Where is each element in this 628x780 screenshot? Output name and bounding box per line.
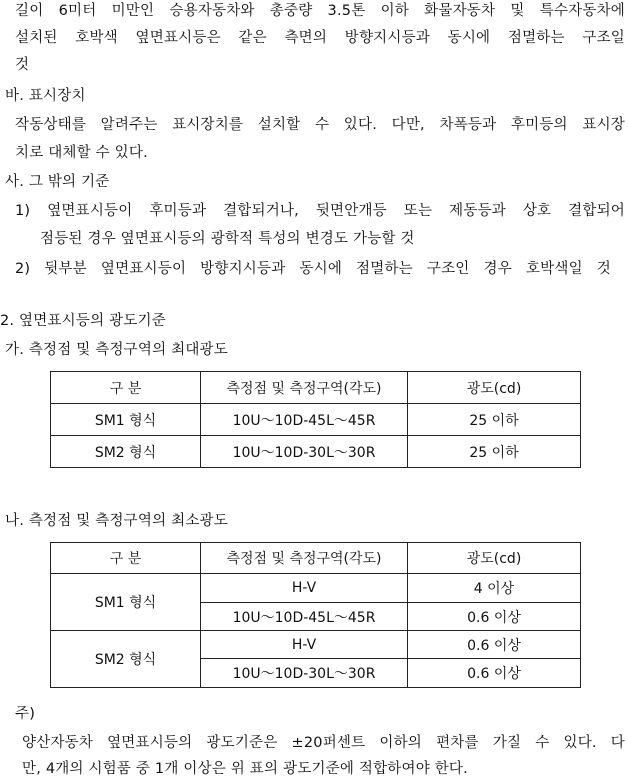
paragraph-line: 설치된 호박색 옆면표시등은 같은 측면의 방향지시등과 동시에 점멸하는 구조일 — [15, 30, 625, 46]
header-cell: 광도(cd) — [408, 543, 581, 574]
table-cell: 10U～10D-45L～45R — [201, 603, 408, 631]
table-cell: 4 이상 — [408, 574, 581, 603]
min-intensity-table — [50, 542, 581, 688]
header-cell: 측정점 및 측정구역(각도) — [201, 372, 408, 404]
table-cell: H-V — [201, 574, 408, 603]
table-row — [51, 631, 581, 659]
list-item-2: 2) 뒷부분 옆면표시등이 방향지시등과 동시에 점멸하는 구조인 경우 호박색일 것 — [15, 261, 611, 277]
header-cell: 광도(cd) — [408, 372, 581, 404]
table-row — [51, 574, 581, 603]
table-cell: H-V — [201, 631, 408, 659]
section-heading-ga: 가. 측정점 및 측정구역의 최대광도 — [5, 342, 228, 358]
section-heading-na: 나. 측정점 및 측정구역의 최소광도 — [5, 513, 228, 529]
paragraph-line: 것 — [15, 57, 30, 73]
table-cell-type: SM2 형식 — [51, 631, 201, 688]
table-cell: 25 이하 — [408, 436, 581, 468]
table-cell-type: SM1 형식 — [51, 574, 201, 631]
table-header-row — [51, 543, 581, 574]
table-header-row — [51, 372, 581, 404]
table-cell: 10U～10D-30L～30R — [201, 436, 408, 468]
note-line: 만, 4개의 시험품 중 1개 이상은 위 표의 광도기준에 적합하여야 한다. — [22, 761, 468, 777]
paragraph-line: 치로 대체할 수 있다. — [15, 145, 148, 161]
table-row — [51, 436, 581, 468]
table-cell: 0.6 이상 — [408, 603, 581, 631]
table-cell: 10U～10D-45L～45R — [201, 404, 408, 436]
note-line: 양산자동차 옆면표시등의 광도기준은 ±20퍼센트 이하의 편차를 가질 수 있다. 다 — [22, 735, 625, 751]
table-cell: 0.6 이상 — [408, 659, 581, 688]
note-title: 주) — [15, 706, 36, 722]
list-item-1: 1) 옆면표시등이 후미등과 결합되거나, 뒷면안개등 또는 제동등과 상호 결합되어 — [15, 203, 625, 219]
section-heading-2: 2. 옆면표시등의 광도기준 — [0, 313, 166, 329]
header-cell: 측정점 및 측정구역(각도) — [201, 543, 408, 574]
paragraph-line: 작동상태를 알려주는 표시장치를 설치할 수 있다. 다만, 차폭등과 후미등의 표시장 — [15, 117, 625, 133]
header-cell: 구 분 — [51, 543, 201, 574]
max-intensity-table — [50, 371, 581, 468]
paragraph-line: 길이 6미터 미만인 승용자동차와 총중량 3.5톤 이하 화물자동차 및 특수자동차에 — [15, 3, 625, 19]
table-cell: 10U～10D-30L～30R — [201, 659, 408, 688]
section-heading-sa: 사. 그 밖의 기준 — [5, 174, 110, 190]
list-item-1-cont: 점등된 경우 옆면표시등의 광학적 특성의 변경도 가능할 것 — [40, 231, 415, 247]
table-cell: 0.6 이상 — [408, 631, 581, 659]
header-cell: 구 분 — [51, 372, 201, 404]
table-cell: SM1 형식 — [51, 404, 201, 436]
table-cell: 25 이하 — [408, 404, 581, 436]
table-row — [51, 404, 581, 436]
table-cell: SM2 형식 — [51, 436, 201, 468]
section-heading-ba: 바. 표시장치 — [5, 88, 86, 104]
